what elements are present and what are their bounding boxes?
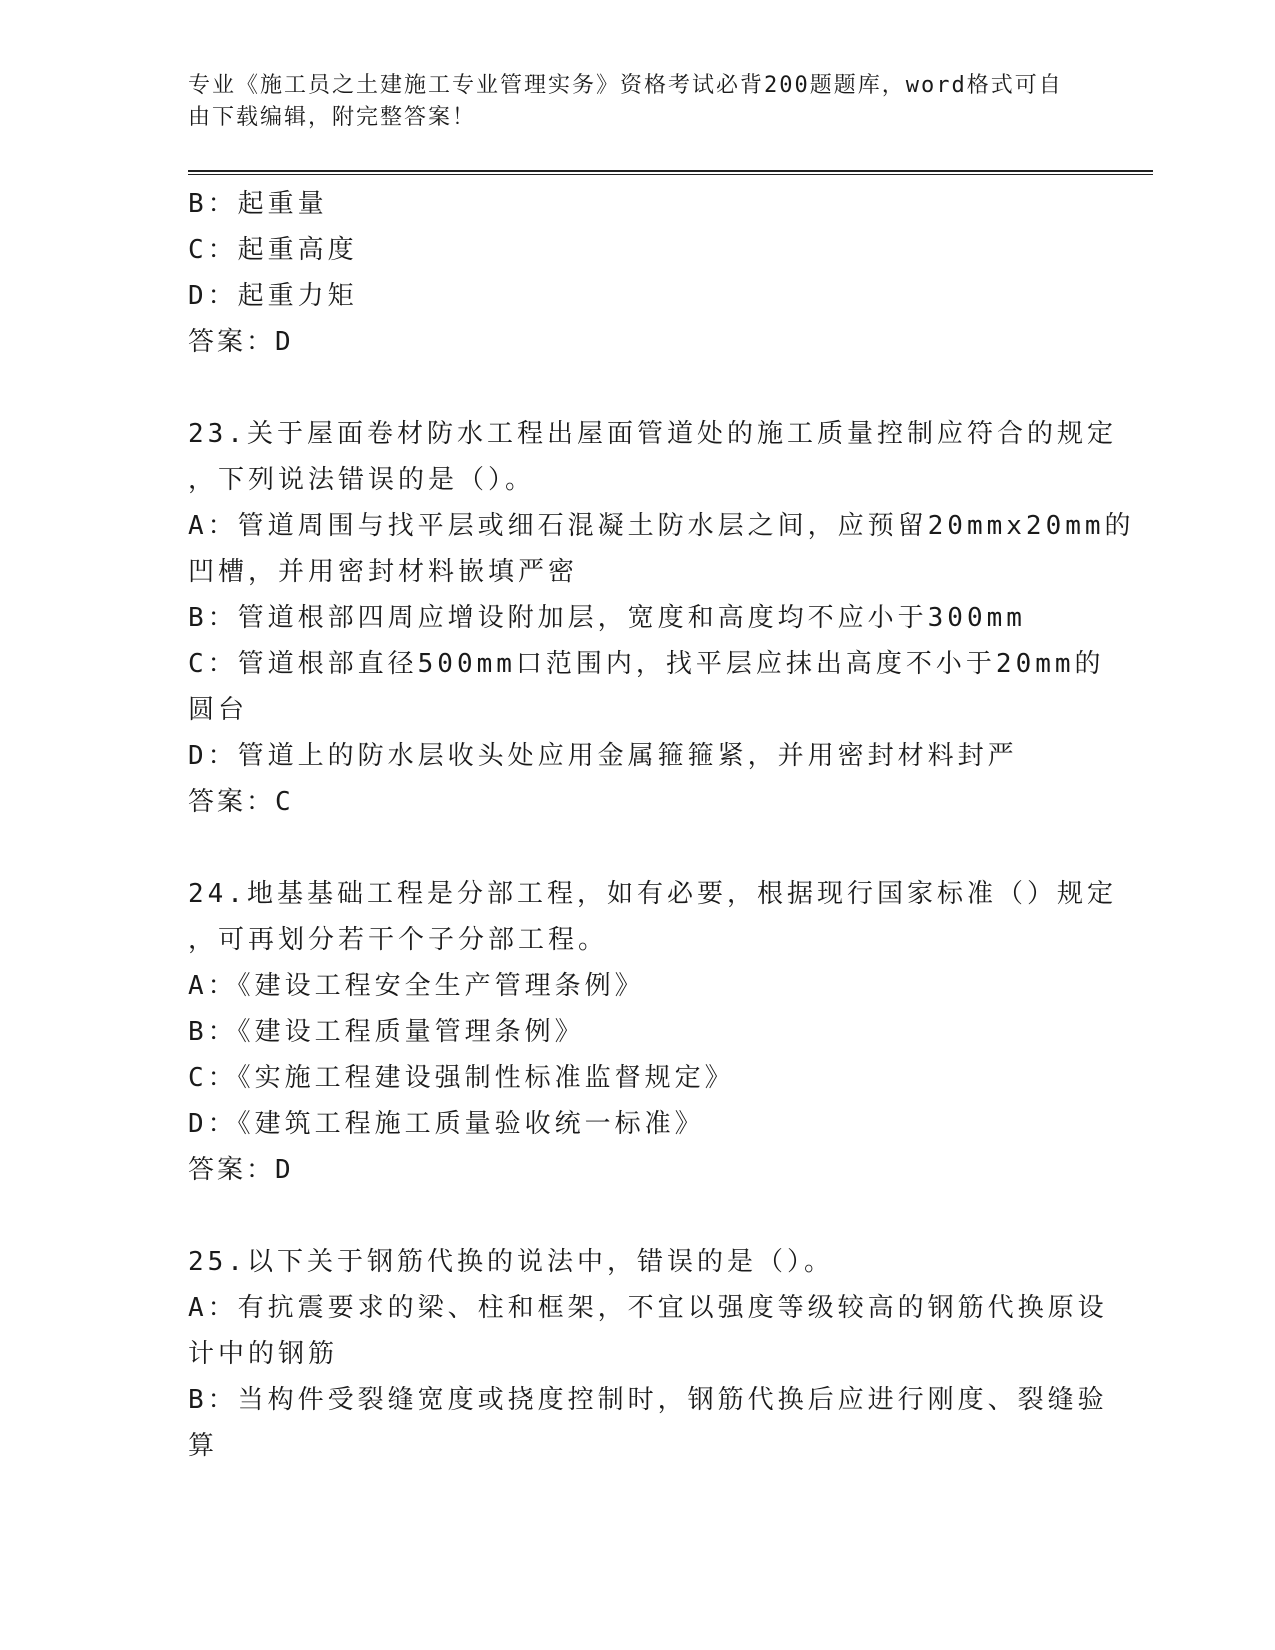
question-stem: ，可再划分若干个子分部工程。 xyxy=(188,925,609,955)
previous-question-tail xyxy=(188,181,1148,365)
option-b: B：起重量 xyxy=(188,189,328,219)
option-b: B：当构件受裂缝宽度或挠度控制时，钢筋代换后应进行刚度、裂缝验 xyxy=(188,1385,1108,1415)
option-d: D：起重力矩 xyxy=(188,281,358,311)
option-d: D：管道上的防水层收头处应用金属箍箍紧，并用密封材料封严 xyxy=(188,741,1018,771)
option-c: C：管道根部直径500mm口范围内，找平层应抹出高度不小于20mm的 xyxy=(188,649,1105,679)
question-24 xyxy=(188,871,1148,1193)
question-25 xyxy=(188,1239,1148,1469)
option-b: B：管道根部四周应增设附加层，宽度和高度均不应小于300mm xyxy=(188,603,1026,633)
answer-line: 答案：C xyxy=(188,787,294,817)
option-c: C：起重高度 xyxy=(188,235,358,265)
option-a-continued: 计中的钢筋 xyxy=(188,1339,339,1369)
question-stem: 24.地基基础工程是分部工程，如有必要，根据现行国家标准（）规定 xyxy=(188,879,1117,909)
header-divider xyxy=(188,170,1153,175)
option-a: A：有抗震要求的梁、柱和框架，不宜以强度等级较高的钢筋代换原设 xyxy=(188,1293,1108,1323)
option-c: C：《实施工程建设强制性标准监督规定》 xyxy=(188,1063,735,1093)
option-b-continued: 算 xyxy=(188,1431,219,1461)
option-a-continued: 凹槽，并用密封材料嵌填严密 xyxy=(188,557,579,587)
document-header: 专业《施工员之土建施工专业管理实务》资格考试必背200题题库，word格式可自由下载编辑，附完整答案！ xyxy=(188,73,1063,130)
option-a: A：《建设工程安全生产管理条例》 xyxy=(188,971,645,1001)
question-stem: 25.以下关于钢筋代换的说法中，错误的是（）。 xyxy=(188,1247,834,1277)
option-a: A：管道周围与找平层或细石混凝土防水层之间，应预留20mmx20mm的 xyxy=(188,511,1135,541)
document-body xyxy=(188,181,1148,1469)
option-c-continued: 圆台 xyxy=(188,695,249,725)
question-23 xyxy=(188,411,1148,825)
question-stem: ，下列说法错误的是（）。 xyxy=(188,465,536,495)
option-b: B：《建设工程质量管理条例》 xyxy=(188,1017,585,1047)
document-page xyxy=(188,70,1148,1469)
answer-line: 答案：D xyxy=(188,327,294,357)
question-stem: 23.关于屋面卷材防水工程出屋面管道处的施工质量控制应符合的规定 xyxy=(188,419,1117,449)
option-d: D：《建筑工程施工质量验收统一标准》 xyxy=(188,1109,705,1139)
answer-line: 答案：D xyxy=(188,1155,294,1185)
